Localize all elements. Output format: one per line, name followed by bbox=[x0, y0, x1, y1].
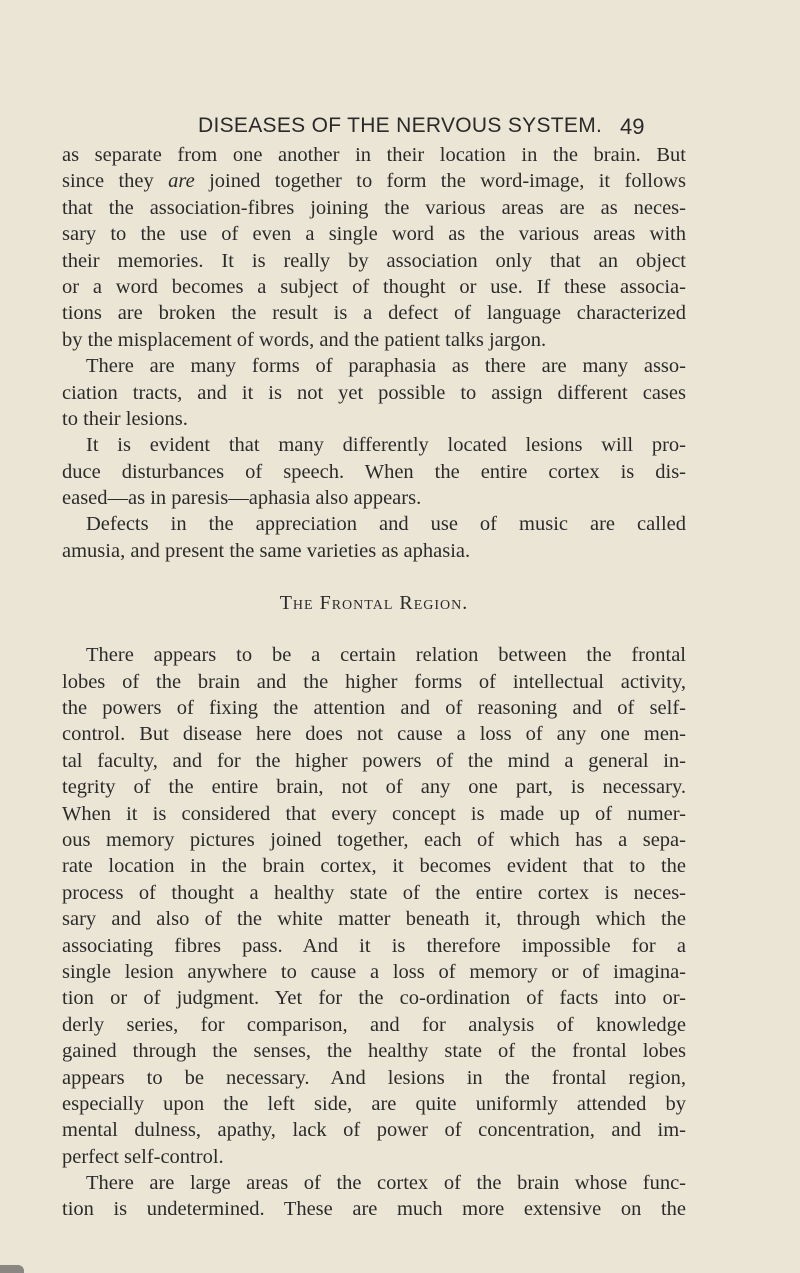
text-line: as separate from one another in their location in the brain. But bbox=[62, 144, 686, 166]
text-line: amusia, and present the same varieties as aphasia. bbox=[62, 539, 471, 562]
scan-edge-mark bbox=[0, 1265, 24, 1273]
page-number: 49 bbox=[620, 114, 645, 139]
text-fragment: since they bbox=[62, 170, 169, 193]
text-line: or a word becomes a subject of thought or use. If these associa- bbox=[62, 275, 686, 298]
running-title: DISEASES OF THE NERVOUS SYSTEM. bbox=[198, 114, 603, 137]
text-line: Defects in the appreciation and use of music are called bbox=[86, 513, 686, 536]
text-line: mental dulness, apathy, lack of power of concentration, and im- bbox=[62, 1119, 686, 1142]
italic-emphasis: are bbox=[168, 170, 195, 193]
text-line: process of thought a healthy state of the entire cortex is neces- bbox=[62, 881, 686, 904]
body-text bbox=[62, 142, 686, 1223]
text-line: tion or of judgment. Yet for the co-ordination of facts into or- bbox=[62, 987, 686, 1010]
text-line: There are many forms of paraphasia as there are many asso- bbox=[86, 355, 686, 378]
paragraph-6 bbox=[62, 1170, 686, 1223]
text-line: derly series, for comparison, and for analysis of knowledge bbox=[62, 1013, 686, 1036]
text-line: by the misplacement of words, and the patient talks jargon. bbox=[62, 328, 547, 351]
text-line: single lesion anywhere to cause a loss of memory or of imagina- bbox=[62, 960, 686, 983]
text-line: that the association-fibres joining the various areas are as neces- bbox=[62, 196, 686, 219]
paragraph-2 bbox=[62, 353, 686, 432]
text-line: appears to be necessary. And lesions in the frontal region, bbox=[62, 1066, 686, 1089]
text-line: eased—as in paresis—aphasia also appears. bbox=[62, 487, 422, 510]
text-line bbox=[62, 168, 686, 194]
text-line: duce disturbances of speech. When the entire cortex is dis- bbox=[62, 460, 686, 483]
text-line: their memories. It is really by association only that an object bbox=[62, 249, 686, 272]
paragraph-5 bbox=[62, 642, 686, 1170]
text-line: It is evident that many differently located lesions will pro- bbox=[86, 434, 686, 457]
text-line: sary to the use of even a single word as the various areas with bbox=[62, 223, 686, 246]
paragraph-1 bbox=[62, 142, 686, 353]
text-line: lobes of the brain and the higher forms of intellectual activity, bbox=[62, 670, 686, 693]
text-line: tegrity of the entire brain, not of any one part, is necessary. bbox=[62, 776, 686, 799]
text-line: There are large areas of the cortex of the brain whose func- bbox=[86, 1172, 686, 1195]
text-line: the powers of fixing the attention and of reasoning and of self- bbox=[62, 697, 686, 720]
text-fragment: joined together to form the word-image, it follows bbox=[194, 170, 686, 193]
paragraph-4 bbox=[62, 511, 686, 564]
text-line: gained through the senses, the healthy state of the frontal lobes bbox=[62, 1040, 686, 1063]
text-line: tal faculty, and for the higher powers of the mind a general in- bbox=[62, 749, 686, 772]
text-line: sary and also of the white matter beneath it, through which the bbox=[62, 908, 686, 931]
text-line: ous memory pictures joined together, each of which has a sepa- bbox=[62, 828, 686, 851]
text-line: control. But disease here does not cause a loss of any one men- bbox=[62, 723, 686, 746]
text-line: rate location in the brain cortex, it becomes evident that to the bbox=[62, 855, 686, 878]
paragraph-3 bbox=[62, 432, 686, 511]
running-head bbox=[0, 114, 800, 144]
text-line: ciation tracts, and it is not yet possible to assign different cases bbox=[62, 381, 686, 404]
text-line: especially upon the left side, are quite uniformly attended by bbox=[62, 1092, 686, 1115]
text-line: When it is considered that every concept is made up of numer- bbox=[62, 802, 686, 825]
text-line: tions are broken the result is a defect of language characterized bbox=[62, 302, 686, 325]
text-line: perfect self-control. bbox=[62, 1145, 224, 1168]
text-line: There appears to be a certain relation between the frontal bbox=[86, 644, 686, 667]
text-line: associating fibres pass. And it is therefore impossible for a bbox=[62, 934, 686, 957]
text-line: tion is undetermined. These are much more extensive on the bbox=[62, 1198, 686, 1221]
section-heading: The Frontal Region. bbox=[279, 592, 469, 615]
text-line: to their lesions. bbox=[62, 407, 188, 430]
